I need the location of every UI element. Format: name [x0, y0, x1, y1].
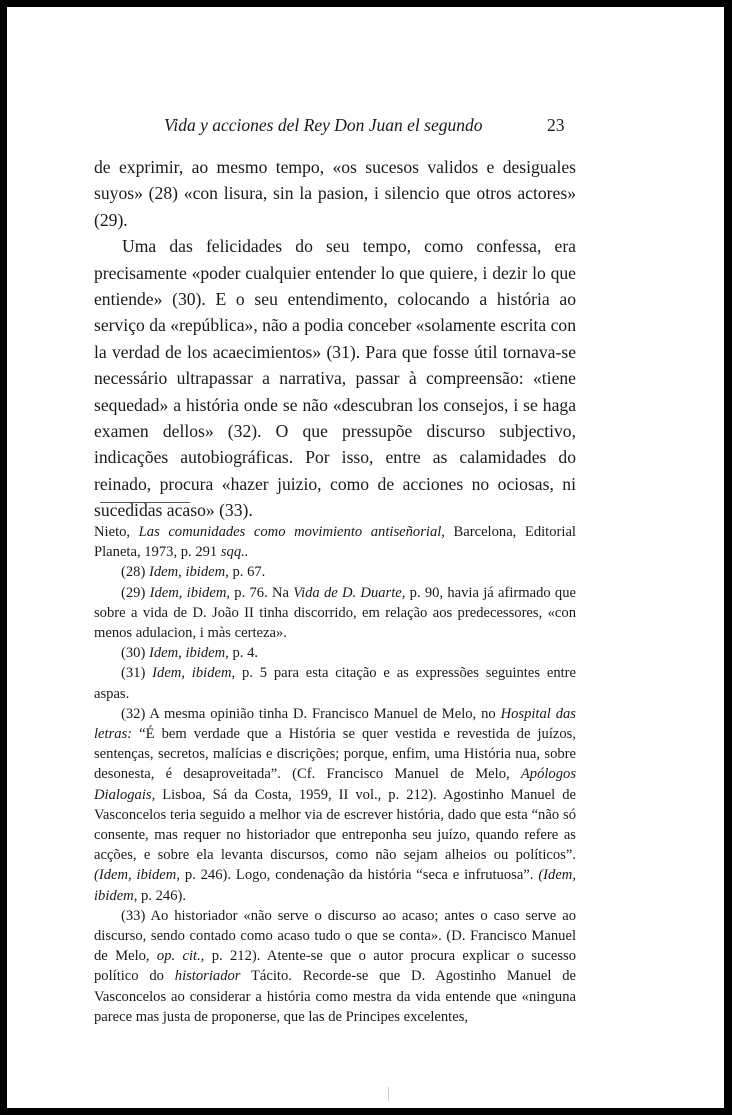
running-title: Vida y acciones del Rey Don Juan el segundo: [164, 115, 483, 135]
footnote-separator: [100, 502, 190, 503]
footnote-number: (30): [121, 645, 146, 662]
footnotes: [94, 522, 576, 1027]
footnote-30: (30) Idem, ibidem, p. 4.: [121, 645, 259, 662]
body-paragraph: Uma das felicidades do seu tempo, como confessa, era precisamente «poder cualquier entender lo que quiere, i dezir lo que entiende» (30). E o seu entendimento, colocando a história ao serviço da «república», não a podia conceber «solamente escrita con la verdad de los acaecimientos» (31). Para que fosse útil tornava-se necessário ultrapassar a narrativa, passar à compreensão: «tiene sequedad» a história onde se não «descubran los consejos, i se haga examen dellos» (32). O que pressupõe discurso subjectivo, indicações autobiográficas. Por isso, entre as calamidades do reinado, procura «hazer juizio, como de acciones no ociosas, ni sucedidas acaso» (33).: [94, 236, 576, 521]
footnote-29: (29) Idem, ibidem, p. 76. Na Vida de D. Duarte, p. 90, havia já afirmado que sobre a vida de D. João II tinha discorrido, em relação aos predecessores, «con menos adulacion, i màs certeza».: [94, 584, 576, 642]
footnote-number: (32): [121, 705, 146, 722]
footnote-31: (31) Idem, ibidem, p. 5 para esta citação e as expressões seguintes entre aspas.: [94, 665, 577, 702]
footnote-number: (28): [121, 564, 146, 581]
footnote-28: (28) Idem, ibidem, p. 67.: [121, 564, 266, 581]
footnote-continuation: Nieto, Las comunidades como movimiento antiseñorial, Barcelona, Editorial Planeta, 1973, p. 291 sqq..: [94, 524, 576, 561]
document-page: [7, 7, 724, 1108]
body-paragraph: de exprimir, ao mesmo tempo, «os sucesos validos e desiguales suyos» (28) «con lisura, sin la pasion, i silencio que otros actores» (29).: [94, 157, 576, 230]
footnote-number: (31): [121, 665, 146, 682]
footnote-number: (33): [121, 907, 146, 924]
body-text: [94, 154, 576, 524]
scan-mark: [388, 1087, 389, 1101]
page-number: 23: [547, 115, 565, 135]
footnote-number: (29): [121, 584, 146, 601]
footnote-32: (32) A mesma opinião tinha D. Francisco Manuel de Melo, no Hospital das letras: “É bem verdade que a História se quer vestida e revestida de juízos, sentenças, secretos, malícias e discrições; porque, enfim, uma História nua, sobre desonesta, é desaproveitada”. (Cf. Francisco Manuel de Melo, Apólogos Dialogais, Lisboa, Sá da Costa, 1959, II vol., p. 212). Agostinho Manuel de Vasconcelos teria seguido a melhor via de escrever história, dado que esta “não só consente, mas requer no historiador que entreponha seu juízo, quando refere as acções, e sobre ela levanta discursos, como não sejam alheios ou políticos”. (Idem, ibidem, p. 246). Logo, condenação da história “seca e infrutuosa”. (Idem, ibidem, p. 246).: [94, 705, 576, 904]
footnote-33: (33) Ao historiador «não serve o discurso ao acaso; antes o caso serve ao discurso, sendo contado como acaso tudo o que se conta». (D. Francisco Manuel de Melo, op. cit., p. 212). Atente-se que o autor procura explicar o sucesso político do historiador Tácito. Recorde-se que D. Agostinho Manuel de Vasconcelos ao considerar a história como mestra da vida entende que «ninguna parece mas justa de proponerse, que las de Principes excelentes,: [94, 907, 576, 1025]
